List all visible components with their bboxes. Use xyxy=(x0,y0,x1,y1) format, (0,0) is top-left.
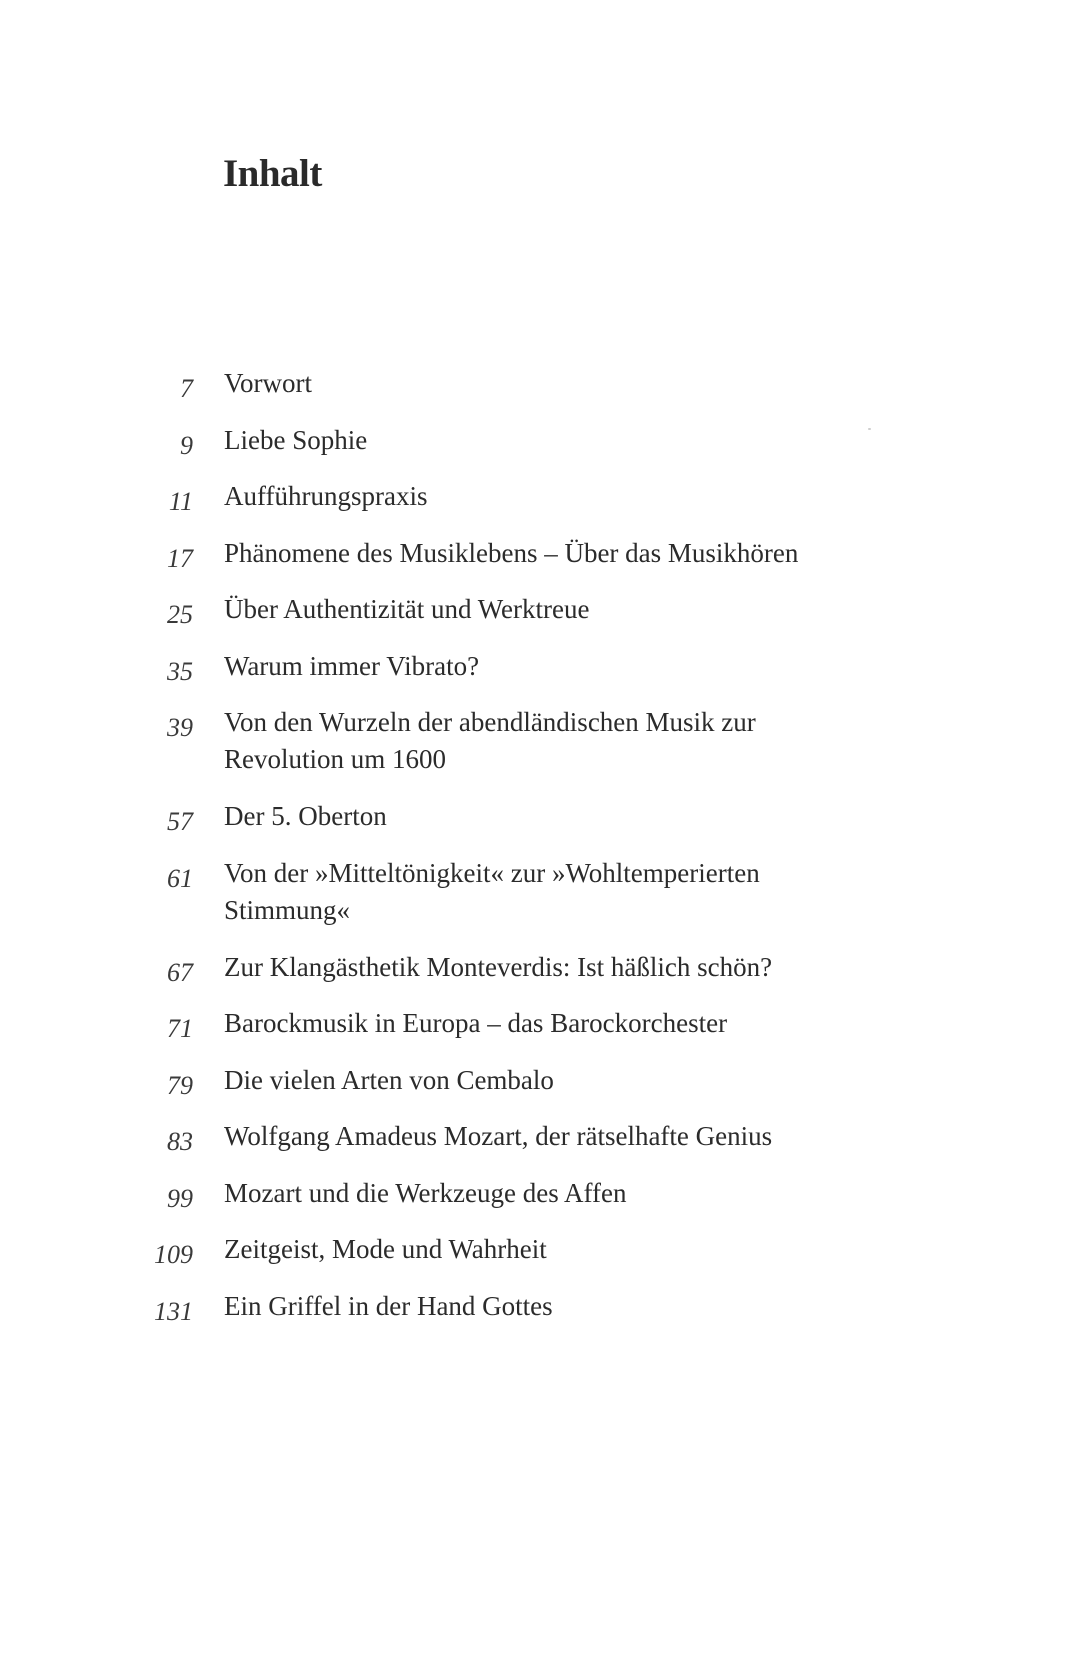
toc-entry xyxy=(0,650,1073,712)
toc-page-number: 7 xyxy=(180,374,193,403)
toc-entry-title: Von der »Mitteltönigkeit« zur »Wohltemperierten Stimmung« xyxy=(224,857,760,925)
toc-entry xyxy=(0,594,1073,655)
toc-entry-title: Wolfgang Amadeus Mozart, der rätselhafte Genius xyxy=(224,1121,773,1151)
toc-entry-title: Liebe Sophie xyxy=(224,424,368,455)
toc-page-number: 71 xyxy=(167,1014,193,1043)
toc-entry-title: Der 5. Oberton xyxy=(224,801,387,831)
toc-entry xyxy=(0,1290,1073,1352)
toc-entry xyxy=(0,707,1073,805)
toc-entry-title: Warum immer Vibrato? xyxy=(224,650,480,681)
toc-entry-title: Zur Klangästhetik Monteverdis: Ist häßlich schön? xyxy=(224,951,773,982)
toc-entry-title: Aufführungspraxis xyxy=(224,481,428,511)
toc-page-number: 79 xyxy=(167,1070,193,1100)
toc-entry xyxy=(0,951,1073,1013)
toc-entry-title: Von den Wurzeln der abendländischen Musik zur Revolution um 1600 xyxy=(224,707,756,774)
toc-page-number: 9 xyxy=(180,430,193,460)
toc-entry xyxy=(0,481,1073,542)
toc-page-number: 61 xyxy=(167,863,193,893)
toc-entry-title: Über Authentizität und Werktreue xyxy=(224,594,590,624)
toc-entry-title: Mozart und die Werkzeuge des Affen xyxy=(224,1177,627,1208)
toc-entry-title: Die vielen Arten von Cembalo xyxy=(224,1064,554,1095)
toc-entry xyxy=(0,1121,1073,1182)
toc-page-number: 11 xyxy=(168,487,193,516)
toc-page-number: 17 xyxy=(167,543,193,573)
toc-entry xyxy=(0,537,1073,599)
toc-page-number: 67 xyxy=(167,957,193,987)
toc-page-number: 99 xyxy=(167,1183,193,1213)
page-title: Inhalt xyxy=(223,152,322,195)
toc-entry xyxy=(0,424,1073,486)
toc-page-number: 39 xyxy=(167,713,193,742)
toc-entry xyxy=(0,368,1073,429)
toc-page-number: 35 xyxy=(167,656,193,686)
toc-entry-title: Barockmusik in Europa – das Barockorchester xyxy=(224,1008,728,1038)
toc-page-number: 131 xyxy=(154,1296,193,1326)
toc-page-number: 83 xyxy=(167,1127,193,1156)
table-of-contents xyxy=(0,368,1073,1351)
toc-entry-title: Vorwort xyxy=(224,368,313,398)
toc-entry xyxy=(0,857,1073,956)
toc-page-number: 57 xyxy=(167,807,193,836)
toc-entry-title: Ein Griffel in der Hand Gottes xyxy=(224,1290,553,1321)
toc-entry xyxy=(0,1064,1073,1126)
toc-entry-title: Zeitgeist, Mode und Wahrheit xyxy=(224,1234,547,1264)
toc-entry xyxy=(0,1234,1073,1295)
toc-page-number: 109 xyxy=(154,1240,193,1269)
toc-entry xyxy=(0,1177,1073,1239)
toc-page-number: 25 xyxy=(167,600,193,629)
toc-entry xyxy=(0,1008,1073,1069)
toc-entry-title: Phänomene des Musiklebens – Über das Musikhören xyxy=(224,537,799,568)
toc-entry xyxy=(0,801,1073,862)
